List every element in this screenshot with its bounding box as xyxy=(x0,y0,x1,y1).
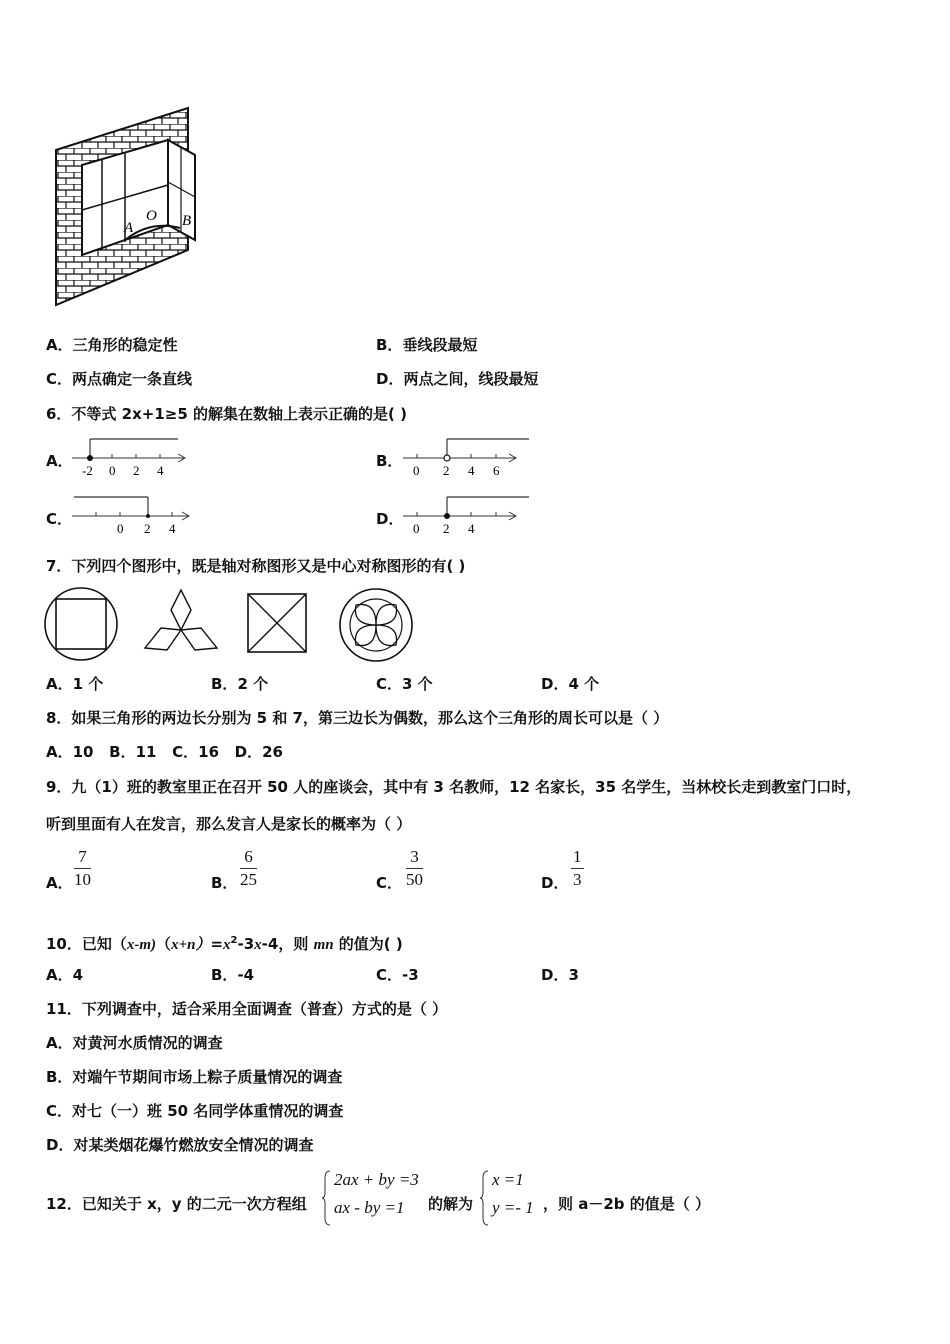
q11-option-b: B．对端午节期间市场上粽子质量情况的调查 xyxy=(46,1068,343,1086)
q10-option-b: B．-4 xyxy=(211,966,255,984)
q12-prefix: 12．已知关于 x，y 的二元一次方程组 xyxy=(46,1195,307,1213)
q7-figure-circle-square xyxy=(44,587,120,663)
brick-window-figure xyxy=(50,100,240,310)
q5-option-a: A．三角形的稳定性 xyxy=(46,336,178,354)
q5-option-b: B．垂线段最短 xyxy=(376,336,478,354)
tick-label: 0 xyxy=(413,463,420,478)
q6-option-a-letter: A． xyxy=(46,452,73,470)
q6-numberline-a xyxy=(72,435,192,480)
tick-label: 2 xyxy=(144,521,151,536)
label-b: B xyxy=(182,213,192,229)
tick-label: 0 xyxy=(413,521,420,536)
tick-label: 4 xyxy=(468,463,475,478)
q9-option-b-fraction: $\frac{6}{25}$ xyxy=(240,847,257,889)
q9-option-d-fraction: $\frac{1}{3}$ xyxy=(573,847,582,889)
q6-numberline-d xyxy=(403,493,533,538)
q12-mid: 的解为 xyxy=(428,1195,474,1213)
q9-stem-line2: 听到里面有人在发言，那么发言人是家长的概率为（ ） xyxy=(46,815,412,833)
q12-system-1: 2ax + by =3 ax - by =1 xyxy=(334,1170,419,1217)
q7-option-d: D．4 个 xyxy=(541,675,600,693)
q5-option-d: D．两点之间，线段最短 xyxy=(376,370,539,388)
q7-option-a: A．1 个 xyxy=(46,675,104,693)
q6-option-c-letter: C． xyxy=(46,510,73,528)
q7-option-c: C．3 个 xyxy=(376,675,433,693)
q9-option-a-fraction: $\frac{7}{10}$ xyxy=(74,847,91,889)
q6-numberline-b xyxy=(403,435,533,480)
tick-label: 4 xyxy=(169,521,176,536)
q10-option-a: A．4 xyxy=(46,966,84,984)
q6-option-b-letter: B． xyxy=(376,452,403,470)
q6-stem: 6．不等式 2x+1≥5 的解集在数轴上表示正确的是( ) xyxy=(46,405,407,423)
q10-option-c: C．-3 xyxy=(376,966,419,984)
q9-stem-line1: 9．九（1）班的教室里正在召开 50 人的座谈会，其中有 3 名教师，12 名家长，35 名学生，当林校长走到教室门口时， xyxy=(46,778,862,796)
q6-option-d-letter: D． xyxy=(376,510,404,528)
tick-label: -2 xyxy=(82,463,93,478)
q11-stem: 11．下列调查中，适合采用全面调查（普查）方式的是（ ） xyxy=(46,1000,448,1018)
q12-system-2: x =1 y =- 1 xyxy=(492,1170,534,1217)
label-o: O xyxy=(146,208,157,224)
q12-brace-1 xyxy=(322,1170,332,1226)
q9-option-c-fraction: $\frac{3}{50}$ xyxy=(406,847,423,889)
tick-label: 2 xyxy=(443,463,450,478)
label-a: A xyxy=(124,220,134,236)
q5-option-c: C．两点确定一条直线 xyxy=(46,370,193,388)
q9-option-a-letter: A． xyxy=(46,874,73,892)
q9-option-c-letter: C． xyxy=(376,874,403,892)
q11-option-a: A．对黄河水质情况的调查 xyxy=(46,1034,223,1052)
q10-option-d: D．3 xyxy=(541,966,579,984)
tick-label: 6 xyxy=(493,463,500,478)
q8-stem: 8．如果三角形的两边长分别为 5 和 7，第三边长为偶数，那么这个三角形的周长可以是（ ） xyxy=(46,709,669,727)
tick-label: 2 xyxy=(133,463,140,478)
q8-options: A．10 B．11 C．16 D．26 xyxy=(46,743,283,761)
q9-option-d-letter: D． xyxy=(541,874,569,892)
q11-option-d: D．对某类烟花爆竹燃放安全情况的调查 xyxy=(46,1136,314,1154)
q12-brace-2 xyxy=(480,1170,490,1226)
q7-figure-circle-petals xyxy=(338,587,414,663)
q9-option-b-letter: B． xyxy=(211,874,238,892)
q11-option-c: C．对七（一）班 50 名同学体重情况的调查 xyxy=(46,1102,344,1120)
q7-figure-three-rhombi xyxy=(143,588,223,658)
q12-tail: ，则 a－2b 的值是（ ） xyxy=(543,1195,710,1213)
q10-stem: 10．已知$(x-m)(x+n)=x^2-3x-4$，则 mn 的值为( ) xyxy=(46,935,403,953)
tick-label: 4 xyxy=(157,463,164,478)
q7-stem: 7．下列四个图形中，既是轴对称图形又是中心对称图形的有( ) xyxy=(46,557,466,575)
tick-label: 0 xyxy=(117,521,124,536)
tick-label: 4 xyxy=(468,521,475,536)
q6-numberline-c xyxy=(72,493,202,538)
tick-label: 0 xyxy=(109,463,116,478)
q7-option-b: B．2 个 xyxy=(211,675,269,693)
q7-figure-square-diagonals xyxy=(246,592,310,656)
tick-label: 2 xyxy=(443,521,450,536)
